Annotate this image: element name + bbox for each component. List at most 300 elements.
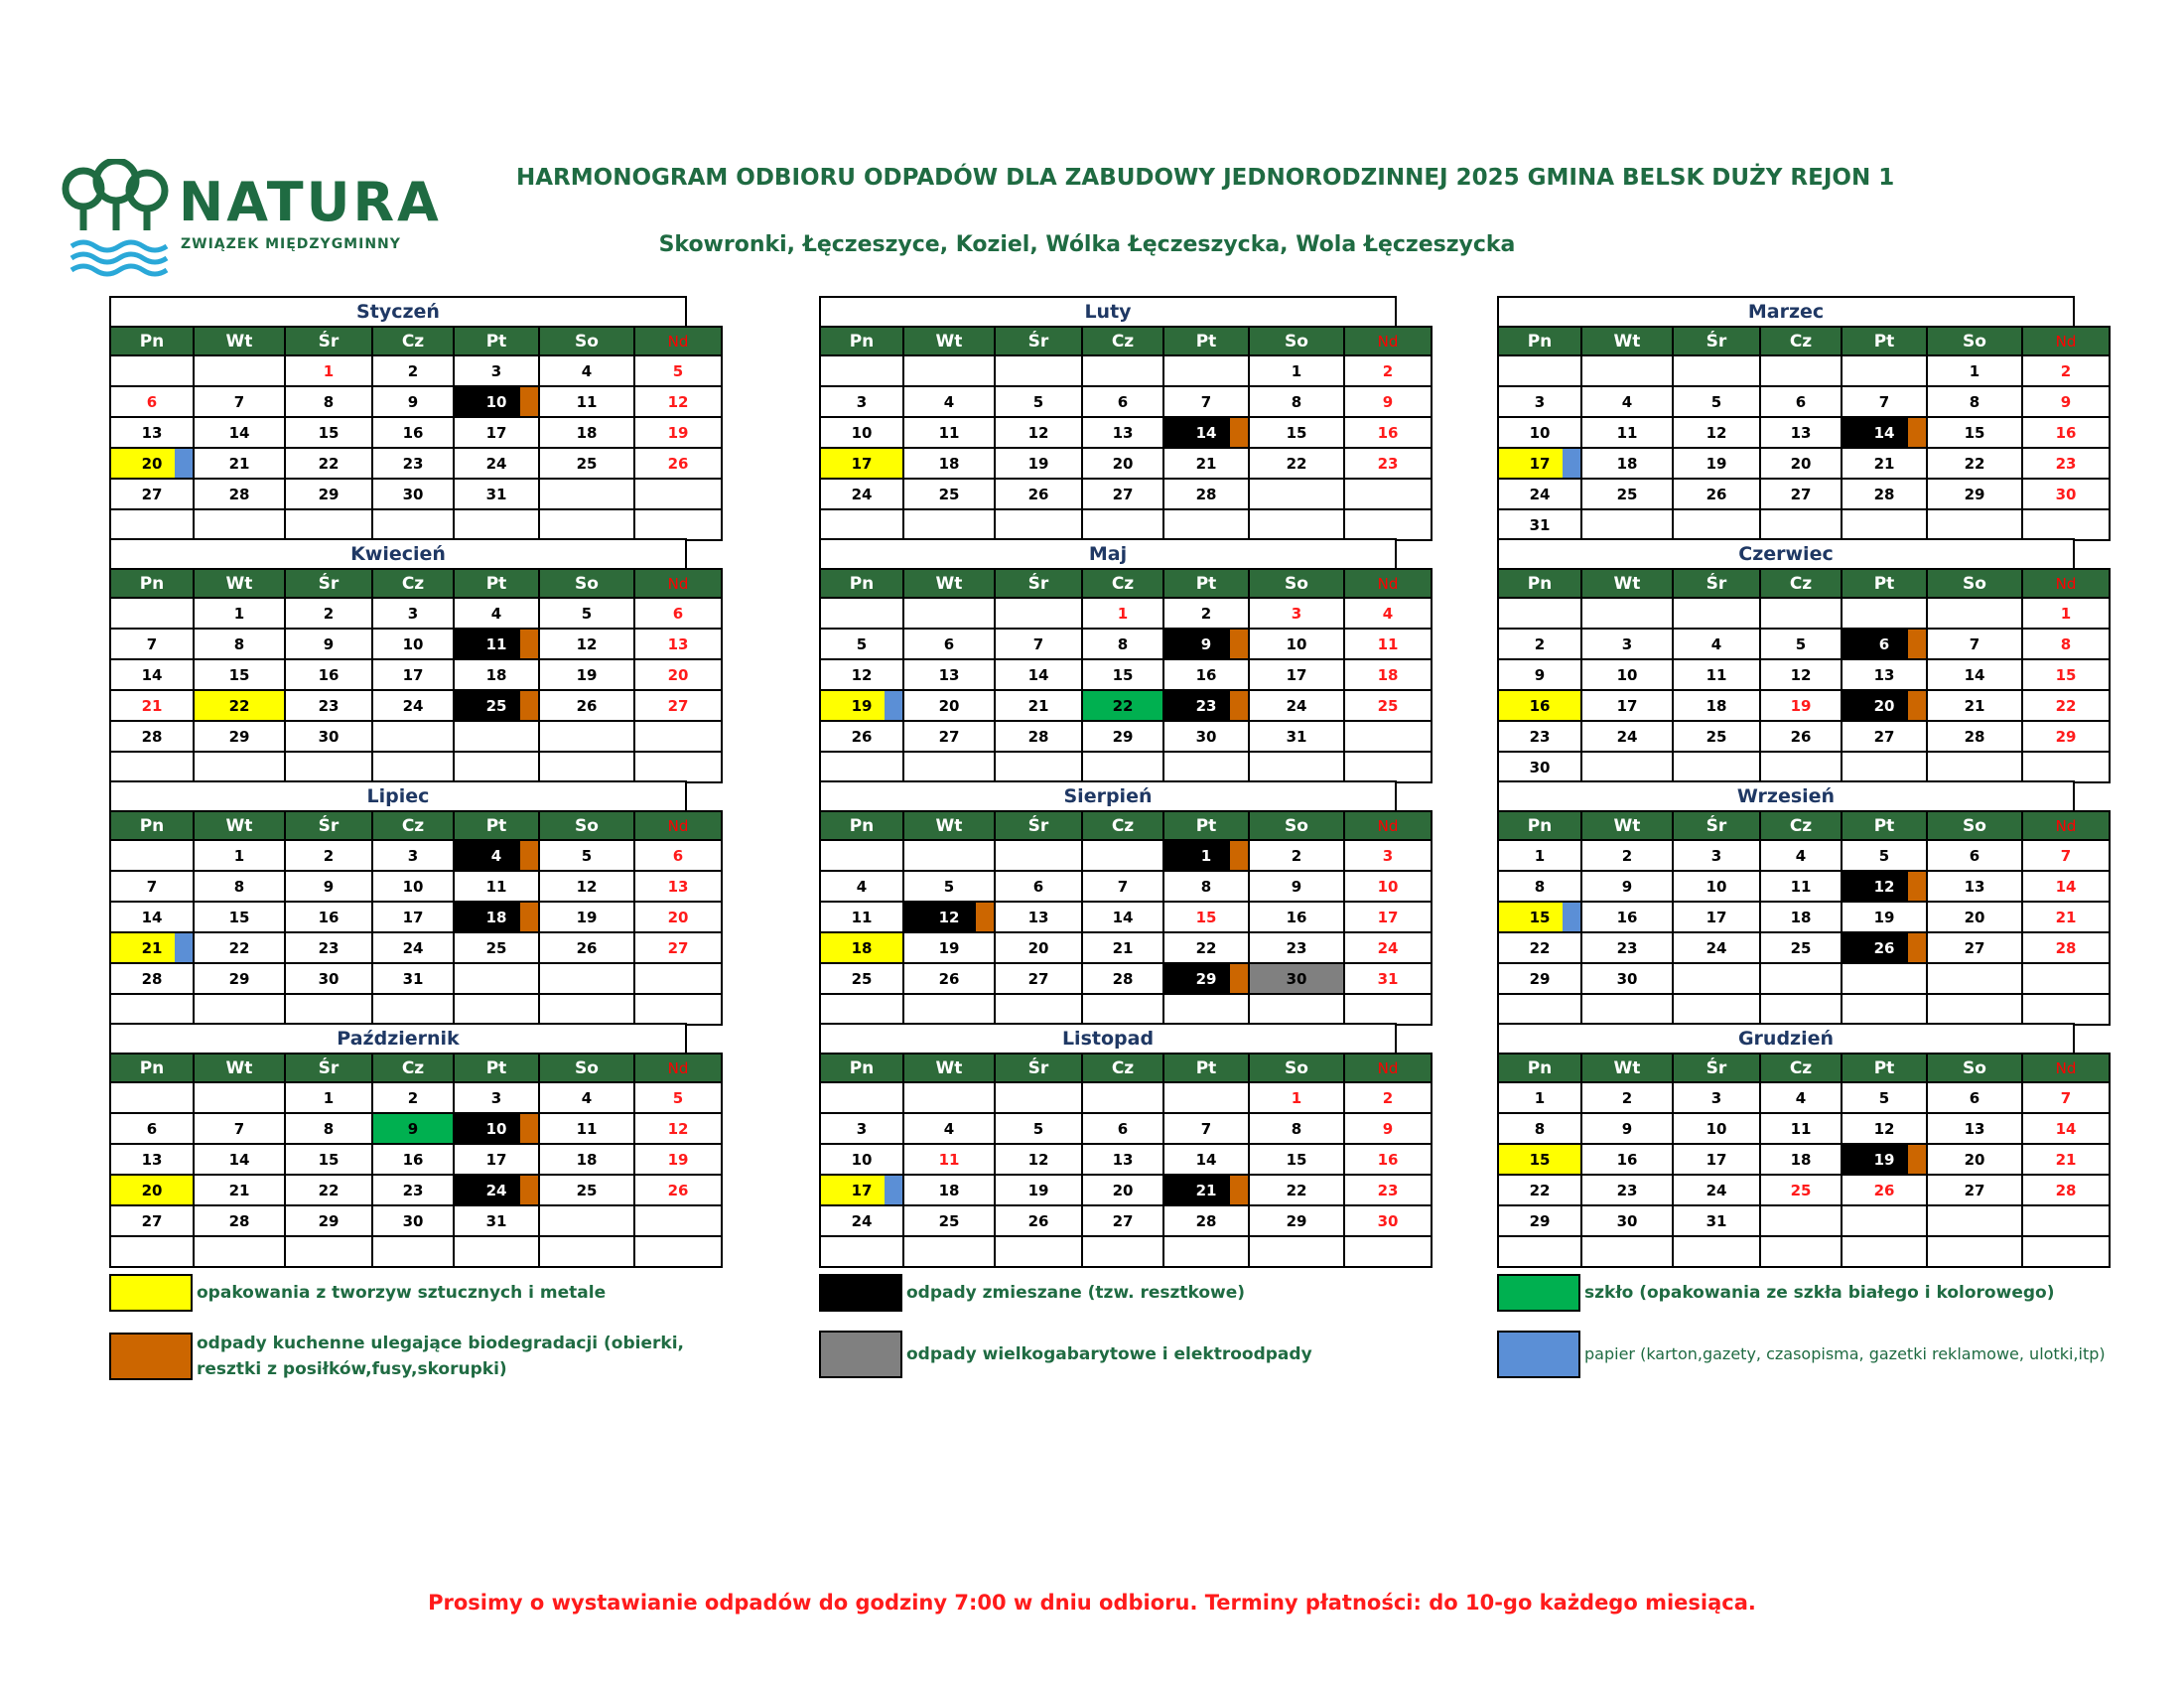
day-cell: 8 bbox=[1498, 871, 1581, 902]
day-cell bbox=[1163, 509, 1249, 540]
day-cell: 10 bbox=[1249, 629, 1344, 659]
day-cell: 21 bbox=[194, 448, 285, 479]
day-cell: 7 bbox=[1163, 1113, 1249, 1144]
bio-waste-marker bbox=[976, 903, 994, 931]
day-cell: 7 bbox=[194, 1113, 285, 1144]
day-cell bbox=[1927, 509, 2022, 540]
day-number: 11 bbox=[485, 634, 507, 653]
day-cell bbox=[110, 448, 194, 479]
day-cell: 22 bbox=[1163, 932, 1249, 963]
weekday-header: Wt bbox=[194, 327, 285, 355]
day-cell: 15 bbox=[285, 417, 372, 448]
day-cell bbox=[1344, 1205, 1432, 1236]
day-cell: 6 bbox=[1927, 1082, 2022, 1113]
day-number: 9 bbox=[2060, 392, 2072, 411]
day-cell: 6 bbox=[1927, 840, 2022, 871]
weekday-header: Śr bbox=[285, 327, 372, 355]
day-cell bbox=[1344, 1113, 1432, 1144]
day-cell: 30 bbox=[285, 721, 372, 752]
day-cell: 22 bbox=[1498, 932, 1581, 963]
day-cell bbox=[820, 994, 903, 1025]
day-cell: 15 bbox=[194, 659, 285, 690]
day-cell bbox=[1163, 417, 1249, 448]
day-cell bbox=[372, 752, 454, 782]
day-cell: 24 bbox=[372, 690, 454, 721]
day-cell bbox=[1163, 355, 1249, 386]
day-cell: 2 bbox=[285, 598, 372, 629]
day-number: 14 bbox=[1873, 423, 1895, 442]
day-cell: 26 bbox=[995, 1205, 1082, 1236]
day-cell: 14 bbox=[1082, 902, 1163, 932]
day-cell bbox=[1249, 1082, 1344, 1113]
day-cell: 21 bbox=[1082, 932, 1163, 963]
day-cell: 7 bbox=[995, 629, 1082, 659]
weekday-header: Cz bbox=[1760, 811, 1842, 840]
day-number: 30 bbox=[2055, 485, 2077, 503]
weekday-header: Śr bbox=[1673, 1054, 1760, 1082]
day-cell bbox=[1082, 752, 1163, 782]
day-cell: 7 bbox=[1163, 386, 1249, 417]
paper-waste-marker bbox=[885, 691, 902, 720]
day-number: 13 bbox=[667, 634, 689, 653]
day-cell bbox=[110, 752, 194, 782]
day-cell: 13 bbox=[1082, 1144, 1163, 1175]
bio-waste-marker bbox=[1908, 872, 1926, 901]
day-cell: 10 bbox=[820, 1144, 903, 1175]
day-number: 1 bbox=[1117, 604, 1129, 623]
day-cell: 8 bbox=[1163, 871, 1249, 902]
legend-item bbox=[1497, 1274, 2054, 1312]
day-cell: 25 bbox=[539, 1175, 634, 1205]
day-cell: 28 bbox=[1927, 721, 2022, 752]
day-cell bbox=[820, 840, 903, 871]
day-cell: 22 bbox=[1249, 448, 1344, 479]
month-name: Luty bbox=[819, 296, 1397, 326]
legend-item bbox=[109, 1331, 733, 1382]
day-cell: 14 bbox=[1927, 659, 2022, 690]
day-cell bbox=[1927, 963, 2022, 994]
day-cell: 30 bbox=[1581, 1205, 1673, 1236]
day-cell bbox=[903, 1082, 995, 1113]
day-number: 1 bbox=[323, 361, 335, 380]
legend-item bbox=[819, 1274, 1245, 1312]
day-cell: 19 bbox=[903, 932, 995, 963]
day-cell: 22 bbox=[1927, 448, 2022, 479]
day-number: 26 bbox=[667, 1181, 689, 1199]
day-cell: 9 bbox=[372, 386, 454, 417]
weekday-header: Śr bbox=[285, 811, 372, 840]
day-cell: 29 bbox=[1082, 721, 1163, 752]
day-cell: 23 bbox=[1249, 932, 1344, 963]
day-cell bbox=[820, 448, 903, 479]
day-cell bbox=[1760, 994, 1842, 1025]
day-cell bbox=[2022, 840, 2110, 871]
day-cell bbox=[903, 355, 995, 386]
day-cell: 21 bbox=[1842, 448, 1927, 479]
day-cell: 27 bbox=[995, 963, 1082, 994]
weekday-header: Nd bbox=[634, 569, 722, 598]
day-number: 18 bbox=[851, 938, 873, 957]
day-cell: 6 bbox=[995, 871, 1082, 902]
weekday-header: So bbox=[539, 569, 634, 598]
day-cell: 4 bbox=[820, 871, 903, 902]
day-cell: 30 bbox=[372, 1205, 454, 1236]
weekday-header: Nd bbox=[2022, 327, 2110, 355]
day-cell: 4 bbox=[539, 355, 634, 386]
day-cell bbox=[1842, 932, 1927, 963]
month-calendar bbox=[819, 1023, 1397, 1268]
day-cell bbox=[110, 386, 194, 417]
day-cell bbox=[995, 1236, 1082, 1267]
day-cell bbox=[1082, 598, 1163, 629]
day-cell: 26 bbox=[539, 690, 634, 721]
weekday-header: Nd bbox=[634, 811, 722, 840]
day-cell: 27 bbox=[903, 721, 995, 752]
day-cell: 4 bbox=[1673, 629, 1760, 659]
day-cell bbox=[634, 1205, 722, 1236]
day-cell bbox=[1842, 629, 1927, 659]
day-cell: 8 bbox=[285, 1113, 372, 1144]
day-cell bbox=[1842, 871, 1927, 902]
paper-waste-marker bbox=[175, 449, 193, 478]
day-cell: 1 bbox=[285, 1082, 372, 1113]
day-cell bbox=[372, 1113, 454, 1144]
day-cell: 18 bbox=[903, 1175, 995, 1205]
weekday-header: Pn bbox=[1498, 1054, 1581, 1082]
day-cell bbox=[2022, 355, 2110, 386]
day-number: 8 bbox=[2060, 634, 2072, 653]
day-cell bbox=[1344, 629, 1432, 659]
day-cell bbox=[1673, 598, 1760, 629]
day-cell: 2 bbox=[1498, 629, 1581, 659]
day-cell: 30 bbox=[1581, 963, 1673, 994]
day-cell bbox=[2022, 1175, 2110, 1205]
day-cell: 22 bbox=[285, 1175, 372, 1205]
legend-label: szkło (opakowania ze szkła białego i kolorowego) bbox=[1584, 1283, 2055, 1303]
bio-waste-marker bbox=[1230, 630, 1248, 658]
day-cell: 19 bbox=[1842, 902, 1927, 932]
day-cell: 31 bbox=[372, 963, 454, 994]
day-cell: 5 bbox=[903, 871, 995, 902]
day-cell bbox=[539, 509, 634, 540]
day-cell: 9 bbox=[1581, 871, 1673, 902]
day-cell: 4 bbox=[1581, 386, 1673, 417]
weekday-header: Cz bbox=[1082, 569, 1163, 598]
day-cell: 3 bbox=[820, 386, 903, 417]
day-cell bbox=[1249, 598, 1344, 629]
day-number: 2 bbox=[2060, 361, 2072, 380]
day-cell: 5 bbox=[1760, 629, 1842, 659]
day-cell bbox=[1344, 902, 1432, 932]
day-cell bbox=[634, 871, 722, 902]
day-cell bbox=[634, 721, 722, 752]
day-number: 19 bbox=[1790, 696, 1812, 715]
day-cell: 27 bbox=[110, 479, 194, 509]
month-calendar bbox=[1497, 538, 2075, 783]
month-calendar bbox=[819, 296, 1397, 541]
day-cell bbox=[1760, 1205, 1842, 1236]
day-cell bbox=[2022, 690, 2110, 721]
day-cell: 25 bbox=[539, 448, 634, 479]
day-cell: 3 bbox=[454, 355, 539, 386]
page-title: HARMONOGRAM ODBIORU ODPADÓW DLA ZABUDOWY JEDNORODZINNEJ 2025 GMINA BELSK DUŻY REJON 1 bbox=[516, 165, 1895, 191]
weekday-header: So bbox=[1927, 569, 2022, 598]
day-number: 19 bbox=[667, 1150, 689, 1169]
day-cell bbox=[2022, 871, 2110, 902]
weekday-header: Cz bbox=[1082, 1054, 1163, 1082]
day-cell bbox=[634, 752, 722, 782]
day-cell bbox=[1498, 598, 1581, 629]
weekday-header: Pt bbox=[1842, 1054, 1927, 1082]
day-cell: 20 bbox=[1927, 1144, 2022, 1175]
day-cell: 6 bbox=[1082, 1113, 1163, 1144]
weekday-header: Wt bbox=[194, 569, 285, 598]
day-cell: 2 bbox=[372, 355, 454, 386]
bio-waste-marker bbox=[1908, 418, 1926, 447]
day-cell bbox=[2022, 629, 2110, 659]
day-cell: 24 bbox=[820, 479, 903, 509]
weekday-header: Wt bbox=[1581, 1054, 1673, 1082]
day-cell bbox=[1760, 1175, 1842, 1205]
month-calendar bbox=[109, 780, 687, 1026]
day-cell bbox=[454, 963, 539, 994]
day-cell: 4 bbox=[903, 386, 995, 417]
bio-waste-marker bbox=[1230, 1176, 1248, 1204]
day-cell: 24 bbox=[454, 448, 539, 479]
day-cell: 10 bbox=[372, 629, 454, 659]
day-number: 25 bbox=[1790, 1181, 1812, 1199]
bio-waste-marker bbox=[1908, 1145, 1926, 1174]
day-cell: 4 bbox=[1760, 840, 1842, 871]
day-cell: 13 bbox=[110, 417, 194, 448]
day-cell bbox=[1760, 1236, 1842, 1267]
day-cell bbox=[1927, 598, 2022, 629]
day-cell: 28 bbox=[194, 479, 285, 509]
day-cell bbox=[539, 994, 634, 1025]
day-cell bbox=[372, 721, 454, 752]
weekday-header: Pn bbox=[1498, 569, 1581, 598]
day-number: 22 bbox=[2055, 696, 2077, 715]
day-cell bbox=[110, 1236, 194, 1267]
day-cell bbox=[194, 1082, 285, 1113]
weekday-header: Pn bbox=[820, 811, 903, 840]
day-cell: 16 bbox=[1163, 659, 1249, 690]
day-number: 14 bbox=[1195, 423, 1217, 442]
weekday-header: Nd bbox=[2022, 569, 2110, 598]
day-cell: 8 bbox=[194, 629, 285, 659]
day-cell bbox=[110, 1175, 194, 1205]
day-cell bbox=[1344, 417, 1432, 448]
weekday-header: Pt bbox=[1163, 1054, 1249, 1082]
day-number: 19 bbox=[667, 423, 689, 442]
day-cell bbox=[1082, 994, 1163, 1025]
day-cell bbox=[1581, 355, 1673, 386]
day-number: 31 bbox=[1377, 969, 1399, 988]
weekday-header: So bbox=[1927, 327, 2022, 355]
day-cell bbox=[634, 598, 722, 629]
day-cell: 25 bbox=[1673, 721, 1760, 752]
day-cell bbox=[454, 1236, 539, 1267]
day-cell bbox=[634, 1113, 722, 1144]
weekday-header: Pt bbox=[1163, 811, 1249, 840]
day-number: 9 bbox=[1382, 1119, 1394, 1138]
day-cell: 5 bbox=[539, 598, 634, 629]
day-number: 20 bbox=[141, 454, 163, 473]
day-cell bbox=[1082, 690, 1163, 721]
day-cell bbox=[1344, 386, 1432, 417]
day-cell: 11 bbox=[820, 902, 903, 932]
bio-waste-marker bbox=[520, 387, 538, 416]
weekday-header: Pn bbox=[820, 569, 903, 598]
weekday-header: So bbox=[1249, 327, 1344, 355]
day-cell bbox=[1927, 1205, 2022, 1236]
day-cell bbox=[1673, 1236, 1760, 1267]
day-cell bbox=[634, 479, 722, 509]
day-cell bbox=[1581, 752, 1673, 782]
month-name: Październik bbox=[109, 1023, 687, 1053]
day-cell: 21 bbox=[995, 690, 1082, 721]
day-cell: 17 bbox=[1581, 690, 1673, 721]
day-cell: 23 bbox=[372, 448, 454, 479]
day-cell: 8 bbox=[1082, 629, 1163, 659]
day-number: 22 bbox=[228, 696, 250, 715]
day-cell: 16 bbox=[285, 659, 372, 690]
day-cell: 4 bbox=[903, 1113, 995, 1144]
day-number: 1 bbox=[1291, 1088, 1302, 1107]
day-cell bbox=[454, 690, 539, 721]
day-cell: 16 bbox=[1581, 1144, 1673, 1175]
day-cell bbox=[1842, 1175, 1927, 1205]
weekday-header: Wt bbox=[903, 811, 995, 840]
weekday-header: Nd bbox=[1344, 811, 1432, 840]
paper-waste-marker bbox=[1563, 449, 1580, 478]
day-number: 16 bbox=[1529, 696, 1551, 715]
day-cell: 5 bbox=[1673, 386, 1760, 417]
day-number: 11 bbox=[1377, 634, 1399, 653]
day-cell: 19 bbox=[995, 1175, 1082, 1205]
day-cell: 14 bbox=[194, 417, 285, 448]
weekday-header: So bbox=[1249, 569, 1344, 598]
day-cell: 15 bbox=[1249, 417, 1344, 448]
day-cell bbox=[454, 840, 539, 871]
day-cell bbox=[1249, 479, 1344, 509]
weekday-header: Śr bbox=[285, 1054, 372, 1082]
day-cell bbox=[1344, 659, 1432, 690]
day-cell bbox=[2022, 902, 2110, 932]
day-cell bbox=[194, 690, 285, 721]
day-cell bbox=[1344, 994, 1432, 1025]
day-cell: 16 bbox=[1581, 902, 1673, 932]
day-number: 20 bbox=[1873, 696, 1895, 715]
bio-waste-marker bbox=[1908, 691, 1926, 720]
day-cell bbox=[634, 840, 722, 871]
day-cell: 5 bbox=[995, 1113, 1082, 1144]
day-cell bbox=[1842, 509, 1927, 540]
day-cell: 28 bbox=[1082, 963, 1163, 994]
legend-swatch bbox=[819, 1274, 902, 1312]
day-cell: 24 bbox=[1498, 479, 1581, 509]
day-cell bbox=[454, 752, 539, 782]
day-cell: 7 bbox=[1082, 871, 1163, 902]
day-cell bbox=[1344, 509, 1432, 540]
day-cell bbox=[1498, 994, 1581, 1025]
day-cell: 10 bbox=[820, 417, 903, 448]
day-cell bbox=[110, 994, 194, 1025]
day-cell: 28 bbox=[1163, 479, 1249, 509]
day-cell: 2 bbox=[1249, 840, 1344, 871]
day-number: 4 bbox=[490, 846, 502, 865]
day-cell bbox=[1498, 1144, 1581, 1175]
day-cell bbox=[1249, 752, 1344, 782]
day-cell bbox=[1673, 994, 1760, 1025]
day-cell: 13 bbox=[995, 902, 1082, 932]
day-cell bbox=[194, 994, 285, 1025]
day-cell: 24 bbox=[1581, 721, 1673, 752]
day-cell: 18 bbox=[454, 659, 539, 690]
day-cell bbox=[285, 509, 372, 540]
day-cell: 24 bbox=[1249, 690, 1344, 721]
day-cell: 28 bbox=[110, 963, 194, 994]
day-cell: 2 bbox=[1581, 1082, 1673, 1113]
day-cell: 26 bbox=[539, 932, 634, 963]
day-cell: 12 bbox=[1842, 1113, 1927, 1144]
weekday-header: Pt bbox=[454, 327, 539, 355]
day-cell bbox=[454, 509, 539, 540]
page-subtitle: Skowronki, Łęczeszyce, Koziel, Wólka Łęczeszycka, Wola Łęczeszycka bbox=[658, 232, 1516, 257]
day-cell bbox=[454, 386, 539, 417]
day-cell: 22 bbox=[285, 448, 372, 479]
day-cell bbox=[1344, 598, 1432, 629]
day-cell: 6 bbox=[110, 1113, 194, 1144]
day-cell bbox=[194, 355, 285, 386]
day-cell: 10 bbox=[1498, 417, 1581, 448]
day-cell bbox=[110, 932, 194, 963]
day-cell: 17 bbox=[372, 659, 454, 690]
day-cell bbox=[2022, 1082, 2110, 1113]
day-cell: 13 bbox=[903, 659, 995, 690]
day-cell: 20 bbox=[1760, 448, 1842, 479]
day-cell bbox=[820, 690, 903, 721]
day-cell: 8 bbox=[1498, 1113, 1581, 1144]
paper-waste-marker bbox=[1563, 903, 1580, 931]
day-number: 21 bbox=[2055, 908, 2077, 926]
legend-label: opakowania z tworzyw sztucznych i metale bbox=[197, 1283, 607, 1303]
day-cell: 2 bbox=[372, 1082, 454, 1113]
legend-swatch bbox=[1497, 1331, 1580, 1378]
day-cell: 29 bbox=[1927, 479, 2022, 509]
weekday-header: Pn bbox=[820, 327, 903, 355]
day-cell: 8 bbox=[194, 871, 285, 902]
day-cell: 6 bbox=[903, 629, 995, 659]
day-cell: 4 bbox=[539, 1082, 634, 1113]
weekday-header: Cz bbox=[1082, 327, 1163, 355]
day-number: 9 bbox=[1382, 392, 1394, 411]
day-number: 16 bbox=[1377, 423, 1399, 442]
day-cell: 29 bbox=[194, 721, 285, 752]
day-cell: 28 bbox=[995, 721, 1082, 752]
day-cell bbox=[634, 963, 722, 994]
day-cell bbox=[1842, 1205, 1927, 1236]
day-cell bbox=[634, 690, 722, 721]
day-number: 30 bbox=[1286, 969, 1307, 988]
day-cell: 3 bbox=[820, 1113, 903, 1144]
day-number: 12 bbox=[667, 1119, 689, 1138]
day-cell bbox=[2022, 479, 2110, 509]
day-number: 1 bbox=[1200, 846, 1212, 865]
bio-waste-marker bbox=[520, 903, 538, 931]
day-cell bbox=[1760, 690, 1842, 721]
day-cell bbox=[1842, 963, 1927, 994]
